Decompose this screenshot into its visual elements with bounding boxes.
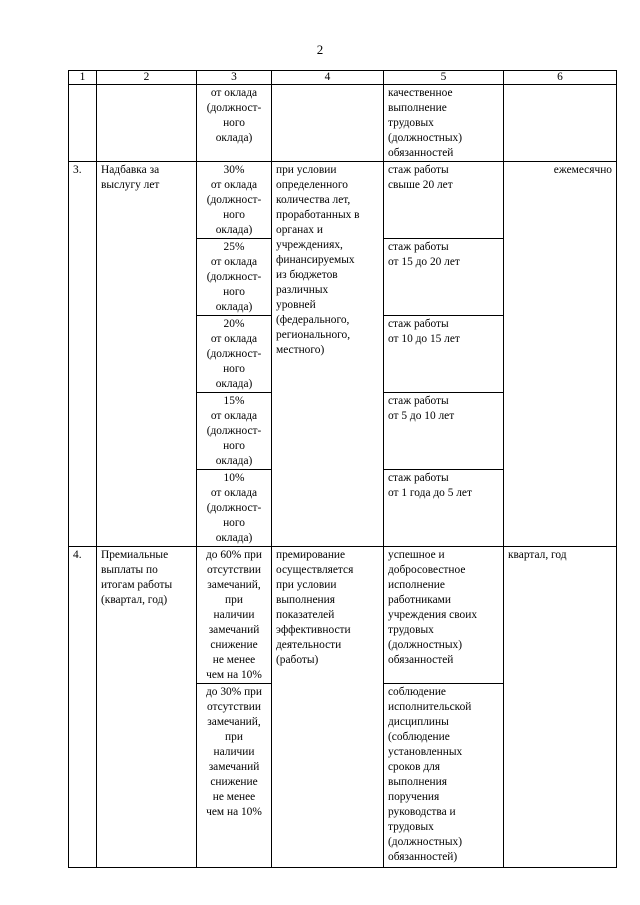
text-line: стаж работы	[388, 395, 449, 407]
text-line: обязанностей	[388, 654, 454, 666]
text-line: от оклада	[210, 256, 258, 268]
continued-amount-cell	[197, 85, 272, 162]
bonus-payment-name	[97, 547, 197, 868]
text-line: замечаний	[208, 761, 260, 773]
text-line: до 30% при	[206, 686, 262, 698]
text-line: уровней	[276, 299, 316, 311]
bonus-tier-row	[69, 547, 617, 684]
text-line: (должностных)	[388, 836, 463, 848]
bonus-basis-cell	[384, 684, 504, 868]
text-line: (должност-	[206, 271, 262, 283]
text-line: от оклада	[210, 410, 258, 422]
text-line: соблюдение	[388, 686, 446, 698]
text-line: не менее	[212, 791, 256, 803]
text-line: премирование	[276, 549, 346, 561]
text-line: замечаний,	[207, 716, 261, 728]
text-line: стаж работы	[388, 318, 449, 330]
text-line: учреждения своих	[388, 609, 478, 621]
text-line: трудовых	[388, 624, 434, 636]
row-number-3: 3.	[69, 162, 97, 547]
text-line: 15%	[223, 395, 245, 407]
text-line: стаж работы	[388, 164, 449, 176]
text-line: выплаты по	[101, 564, 158, 576]
text-line: 30%	[223, 164, 245, 176]
text-line: из бюджетов	[276, 269, 338, 281]
seniority-amount-cell	[197, 316, 272, 393]
page-number: 2	[316, 42, 324, 57]
text-line: до 60% при	[206, 549, 262, 561]
text-line: ного	[223, 517, 245, 529]
text-line: оклада)	[215, 224, 253, 236]
text-line: финансируемых	[276, 254, 355, 266]
text-line: успешное и	[388, 549, 445, 561]
text-line: (должностных)	[388, 132, 463, 144]
text-line: дисциплины	[388, 716, 449, 728]
column-header-6: 6	[504, 71, 617, 85]
text-line: 25%	[223, 241, 245, 253]
continued-name-cell	[97, 85, 197, 162]
seniority-allowance-name	[97, 162, 197, 547]
text-line: при условии	[276, 579, 337, 591]
bonus-basis-cell	[384, 547, 504, 684]
text-line: исполнение	[388, 579, 445, 591]
text-line: работниками	[388, 594, 451, 606]
text-line: при условии	[276, 164, 337, 176]
text-line: деятельности	[276, 639, 342, 651]
text-line: показателей	[276, 609, 335, 621]
seniority-basis-cell	[384, 470, 504, 547]
text-line: ного	[223, 117, 245, 129]
bonus-amount-cell	[197, 684, 272, 868]
text-line: выслугу лет	[101, 179, 160, 191]
text-line: (должност-	[206, 348, 262, 360]
text-line: проработанных в	[276, 209, 360, 221]
continued-row	[69, 85, 617, 162]
column-header-2: 2	[97, 71, 197, 85]
text-line: ного	[223, 209, 245, 221]
text-line: выполнения	[388, 776, 447, 788]
seniority-basis-cell	[384, 393, 504, 470]
text-line: ного	[223, 286, 245, 298]
text-line: отсутствии	[207, 564, 261, 576]
text-line: замечаний	[208, 624, 260, 636]
text-line: обязанностей	[388, 147, 454, 159]
text-line: снижение	[210, 776, 258, 788]
seniority-amount-cell	[197, 239, 272, 316]
text-line: от 1 года до 5 лет	[388, 487, 472, 499]
text-line: от оклада	[210, 333, 258, 345]
text-line: Премиальные	[101, 549, 169, 561]
text-line: выполнение	[388, 102, 447, 114]
text-line: от оклада	[210, 487, 258, 499]
text-line: руководства и	[388, 806, 456, 818]
text-line: 10%	[223, 472, 245, 484]
text-line: не менее	[212, 654, 256, 666]
text-line: Надбавка за	[101, 164, 160, 176]
text-line: ного	[223, 363, 245, 375]
allowances-table	[68, 70, 617, 868]
text-line: от 10 до 15 лет	[388, 333, 460, 345]
column-header-3: 3	[197, 71, 272, 85]
text-line: чем на 10%	[206, 669, 262, 681]
text-line: установленных	[388, 746, 463, 758]
text-line: добросовестное	[388, 564, 466, 576]
seniority-period-cell: ежемесячно	[504, 162, 617, 547]
text-line: качественное	[388, 87, 453, 99]
text-line: от оклада	[210, 87, 258, 99]
text-line: от 5 до 10 лет	[388, 410, 455, 422]
text-line: чем на 10%	[206, 806, 262, 818]
column-header-4: 4	[272, 71, 384, 85]
seniority-tier-row	[69, 162, 617, 239]
text-line: осуществляется	[276, 564, 354, 576]
text-line: трудовых	[388, 821, 434, 833]
text-line: оклада)	[215, 455, 253, 467]
text-line: выполнения	[276, 594, 335, 606]
text-line: оклада)	[215, 532, 253, 544]
seniority-basis-cell	[384, 316, 504, 393]
text-line: учреждениях,	[276, 239, 343, 251]
text-line: замечаний,	[207, 579, 261, 591]
text-line: эффективности	[276, 624, 351, 636]
text-line: определенного	[276, 179, 348, 191]
text-line: (работы)	[276, 654, 319, 666]
text-line: количества лет,	[276, 194, 351, 206]
continued-num-cell	[69, 85, 97, 162]
text-line: сроков для	[388, 761, 441, 773]
text-line: 20%	[223, 318, 245, 330]
seniority-condition-cell	[272, 162, 384, 547]
text-line: итогам работы	[101, 579, 173, 591]
text-line: местного)	[276, 344, 325, 356]
text-line: стаж работы	[388, 472, 449, 484]
text-line: поручения	[388, 791, 440, 803]
text-line: (должност-	[206, 102, 262, 114]
continued-condition-cell	[272, 85, 384, 162]
text-line: (федерального,	[276, 314, 350, 326]
text-line: стаж работы	[388, 241, 449, 253]
bonus-period-cell: квартал, год	[504, 547, 617, 868]
text-line: (должност-	[206, 194, 262, 206]
seniority-basis-cell	[384, 239, 504, 316]
bonus-amount-cell	[197, 547, 272, 684]
column-number-row	[69, 71, 617, 85]
text-line: обязанностей)	[388, 851, 458, 863]
text-line: различных	[276, 284, 329, 296]
text-line: снижение	[210, 639, 258, 651]
text-line: регионального,	[276, 329, 351, 341]
seniority-amount-cell	[197, 393, 272, 470]
text-line: (должност-	[206, 502, 262, 514]
text-line: трудовых	[388, 117, 434, 129]
seniority-basis-cell	[384, 162, 504, 239]
text-line: от оклада	[210, 179, 258, 191]
text-line: оклада)	[215, 132, 253, 144]
text-line: исполнительской	[388, 701, 472, 713]
seniority-amount-cell	[197, 470, 272, 547]
continued-period-cell	[504, 85, 617, 162]
text-line: при	[225, 594, 243, 606]
text-line: (должност-	[206, 425, 262, 437]
text-line: органах и	[276, 224, 323, 236]
text-line: оклада)	[215, 301, 253, 313]
text-line: ного	[223, 440, 245, 452]
text-line: (квартал, год)	[101, 594, 168, 606]
column-header-5: 5	[384, 71, 504, 85]
seniority-amount-cell	[197, 162, 272, 239]
text-line: (должностных)	[388, 639, 463, 651]
continued-basis-cell	[384, 85, 504, 162]
text-line: свыше 20 лет	[388, 179, 453, 191]
text-line: наличии	[213, 746, 255, 758]
text-line: (соблюдение	[388, 731, 450, 743]
text-line: от 15 до 20 лет	[388, 256, 460, 268]
bonus-condition-cell	[272, 547, 384, 868]
text-line: наличии	[213, 609, 255, 621]
text-line: оклада)	[215, 378, 253, 390]
column-header-1: 1	[69, 71, 97, 85]
text-line: отсутствии	[207, 701, 261, 713]
text-line: при	[225, 731, 243, 743]
row-number-4: 4.	[69, 547, 97, 868]
